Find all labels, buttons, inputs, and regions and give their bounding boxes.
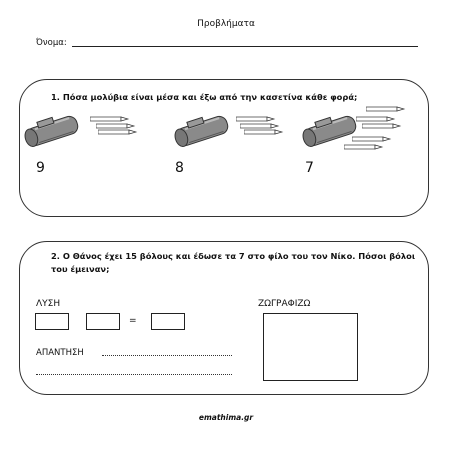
result-box[interactable] [151,313,185,330]
group2-count: 8 [175,160,184,176]
answer-line-1[interactable] [102,355,232,356]
drawing-box[interactable] [263,313,358,381]
pencil-icon [90,116,130,122]
pencil-icon [244,129,284,135]
operand1-box[interactable] [35,313,69,330]
page-title: Προβλήματα [197,19,255,29]
problem1-question: 1. Πόσα μολύβια είναι μέσα και έξω από την κασετίνα κάθε φορά; [51,92,358,102]
name-label: Όνομα: [36,38,67,48]
operand2-box[interactable] [86,313,120,330]
group1-count: 9 [36,160,45,176]
group3-count: 7 [305,160,314,176]
draw-label: ΖΩΓΡΑΦΙΖΩ [258,299,311,309]
pencil-icon [352,136,392,142]
pencil-case-icon [300,112,360,148]
pencil-case-icon [172,112,232,148]
answer-label: ΑΠΑΝΤΗΣΗ [36,348,84,358]
pencil-icon [356,116,396,122]
footer-site: emathima.gr [198,413,254,422]
solution-label: ΛΥΣΗ [36,299,61,309]
pencil-icon [98,129,138,135]
pencil-case-icon [22,112,82,148]
pencil-icon [362,123,402,129]
problem2-question: 2. Ο Θάνος έχει 15 βόλους και έδωσε τα 7 στο φίλο του τον Νίκο. Πόσοι βόλοι του έμειναν; [51,251,416,274]
answer-line-2[interactable] [36,374,232,375]
pencil-icon [344,144,384,150]
name-line[interactable] [72,46,418,47]
equals-sign: = [129,316,137,326]
pencil-icon [236,116,276,122]
pencil-icon [366,106,406,112]
